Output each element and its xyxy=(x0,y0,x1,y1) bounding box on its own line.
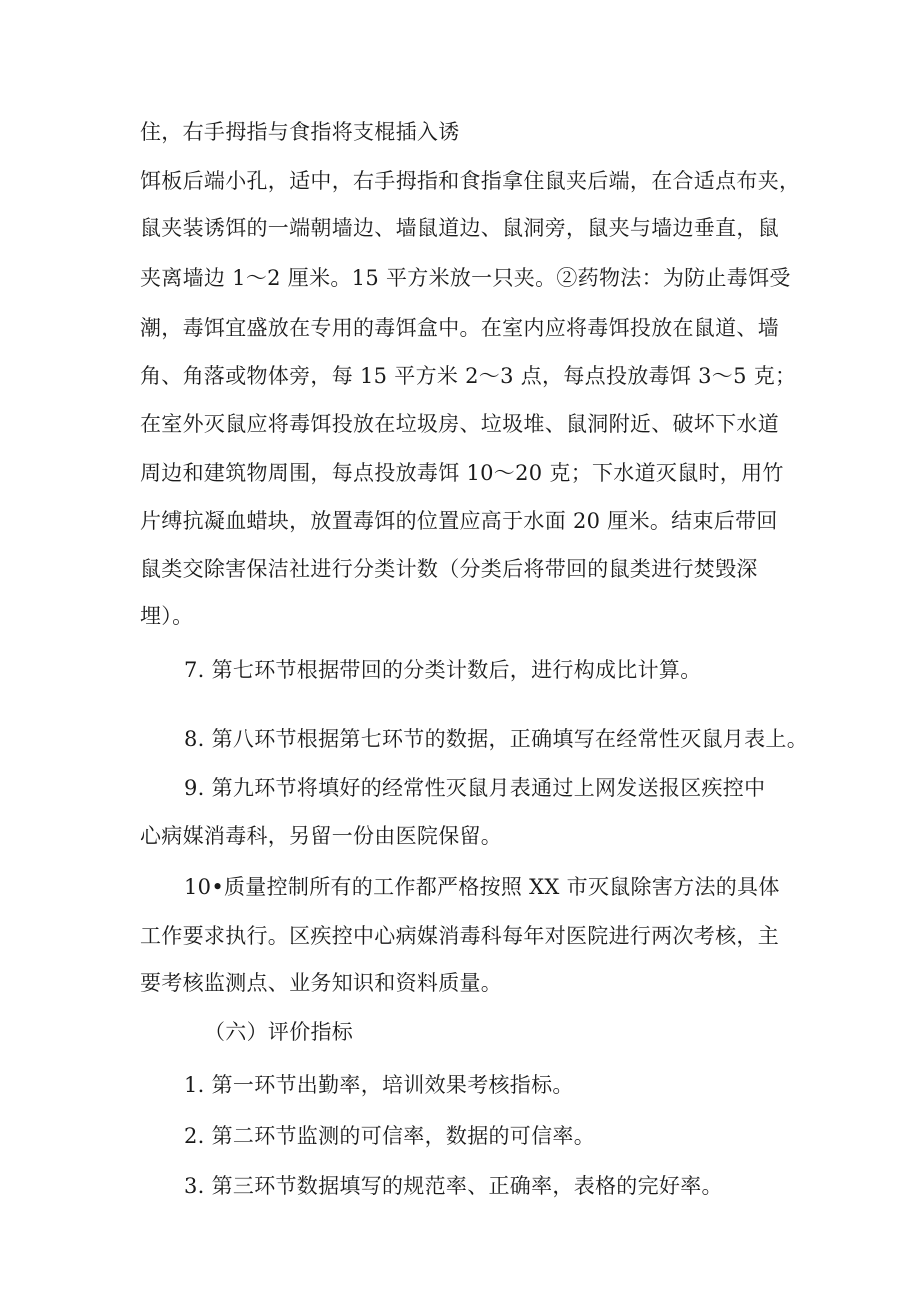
text-line: 埋）。 xyxy=(140,604,194,628)
text-line: 饵板后端小孔，适中，右手拇指和食指拿住鼠夹后端，在合适点布夹， xyxy=(140,169,801,193)
list-item-3: 3. 第三环节数据填写的规范率、正确率，表格的完好率。 xyxy=(184,1174,723,1198)
text-line: 住，右手拇指与食指将支棍插入诱 xyxy=(140,120,460,144)
list-item-10: 10•质量控制所有的工作都严格按照 XX 市灭鼠除害方法的具体 xyxy=(184,875,780,899)
text-line: 心病媒消毒科，另留一份由医院保留。 xyxy=(140,824,503,848)
text-line: 潮，毒饵宜盛放在专用的毒饵盒中。在室内应将毒饵投放在鼠道、墙 xyxy=(140,316,779,340)
text-line: 夹离墙边 1～2 厘米。15 平方米放一只夹。②药物法：为防止毒饵受 xyxy=(140,266,791,290)
list-item-2: 2. 第二环节监测的可信率，数据的可信率。 xyxy=(184,1124,596,1148)
text-line: 要考核监测点、业务知识和资料质量。 xyxy=(140,971,503,995)
list-item-8: 8. 第八环节根据第七环节的数据，正确填写在经常性灭鼠月表上。 xyxy=(184,727,809,751)
text-line: 角、角落或物体旁，每 15 平方米 2～3 点，每点投放毒饵 3～5 克； xyxy=(140,364,797,388)
text-line: 周边和建筑物周围，每点投放毒饵 10～20 克；下水道灭鼠时，用竹 xyxy=(140,461,784,485)
section-heading: （六）评价指标 xyxy=(204,1020,354,1044)
list-item-7: 7. 第七环节根据带回的分类计数后，进行构成比计算。 xyxy=(184,658,702,682)
list-item-1: 1. 第一环节出勤率，培训效果考核指标。 xyxy=(184,1073,574,1097)
text-line: 在室外灭鼠应将毒饵投放在垃圾房、垃圾堆、鼠洞附近、破坏下水道 xyxy=(140,412,779,436)
text-line: 片缚抗凝血蜡块，放置毒饵的位置应高于水面 20 厘米。结束后带回 xyxy=(140,509,778,533)
text-line: 鼠夹装诱饵的一端朝墙边、墙鼠道边、鼠洞旁，鼠夹与墙边垂直，鼠 xyxy=(140,216,779,240)
list-item-9: 9. 第九环节将填好的经常性灭鼠月表通过上网发送报区疾控中 xyxy=(184,776,766,800)
text-line: 工作要求执行。区疾控中心病媒消毒科每年对医院进行两次考核，主 xyxy=(140,924,779,948)
text-line: 鼠类交除害保洁社进行分类计数（分类后将带回的鼠类进行焚毁深 xyxy=(140,557,758,581)
